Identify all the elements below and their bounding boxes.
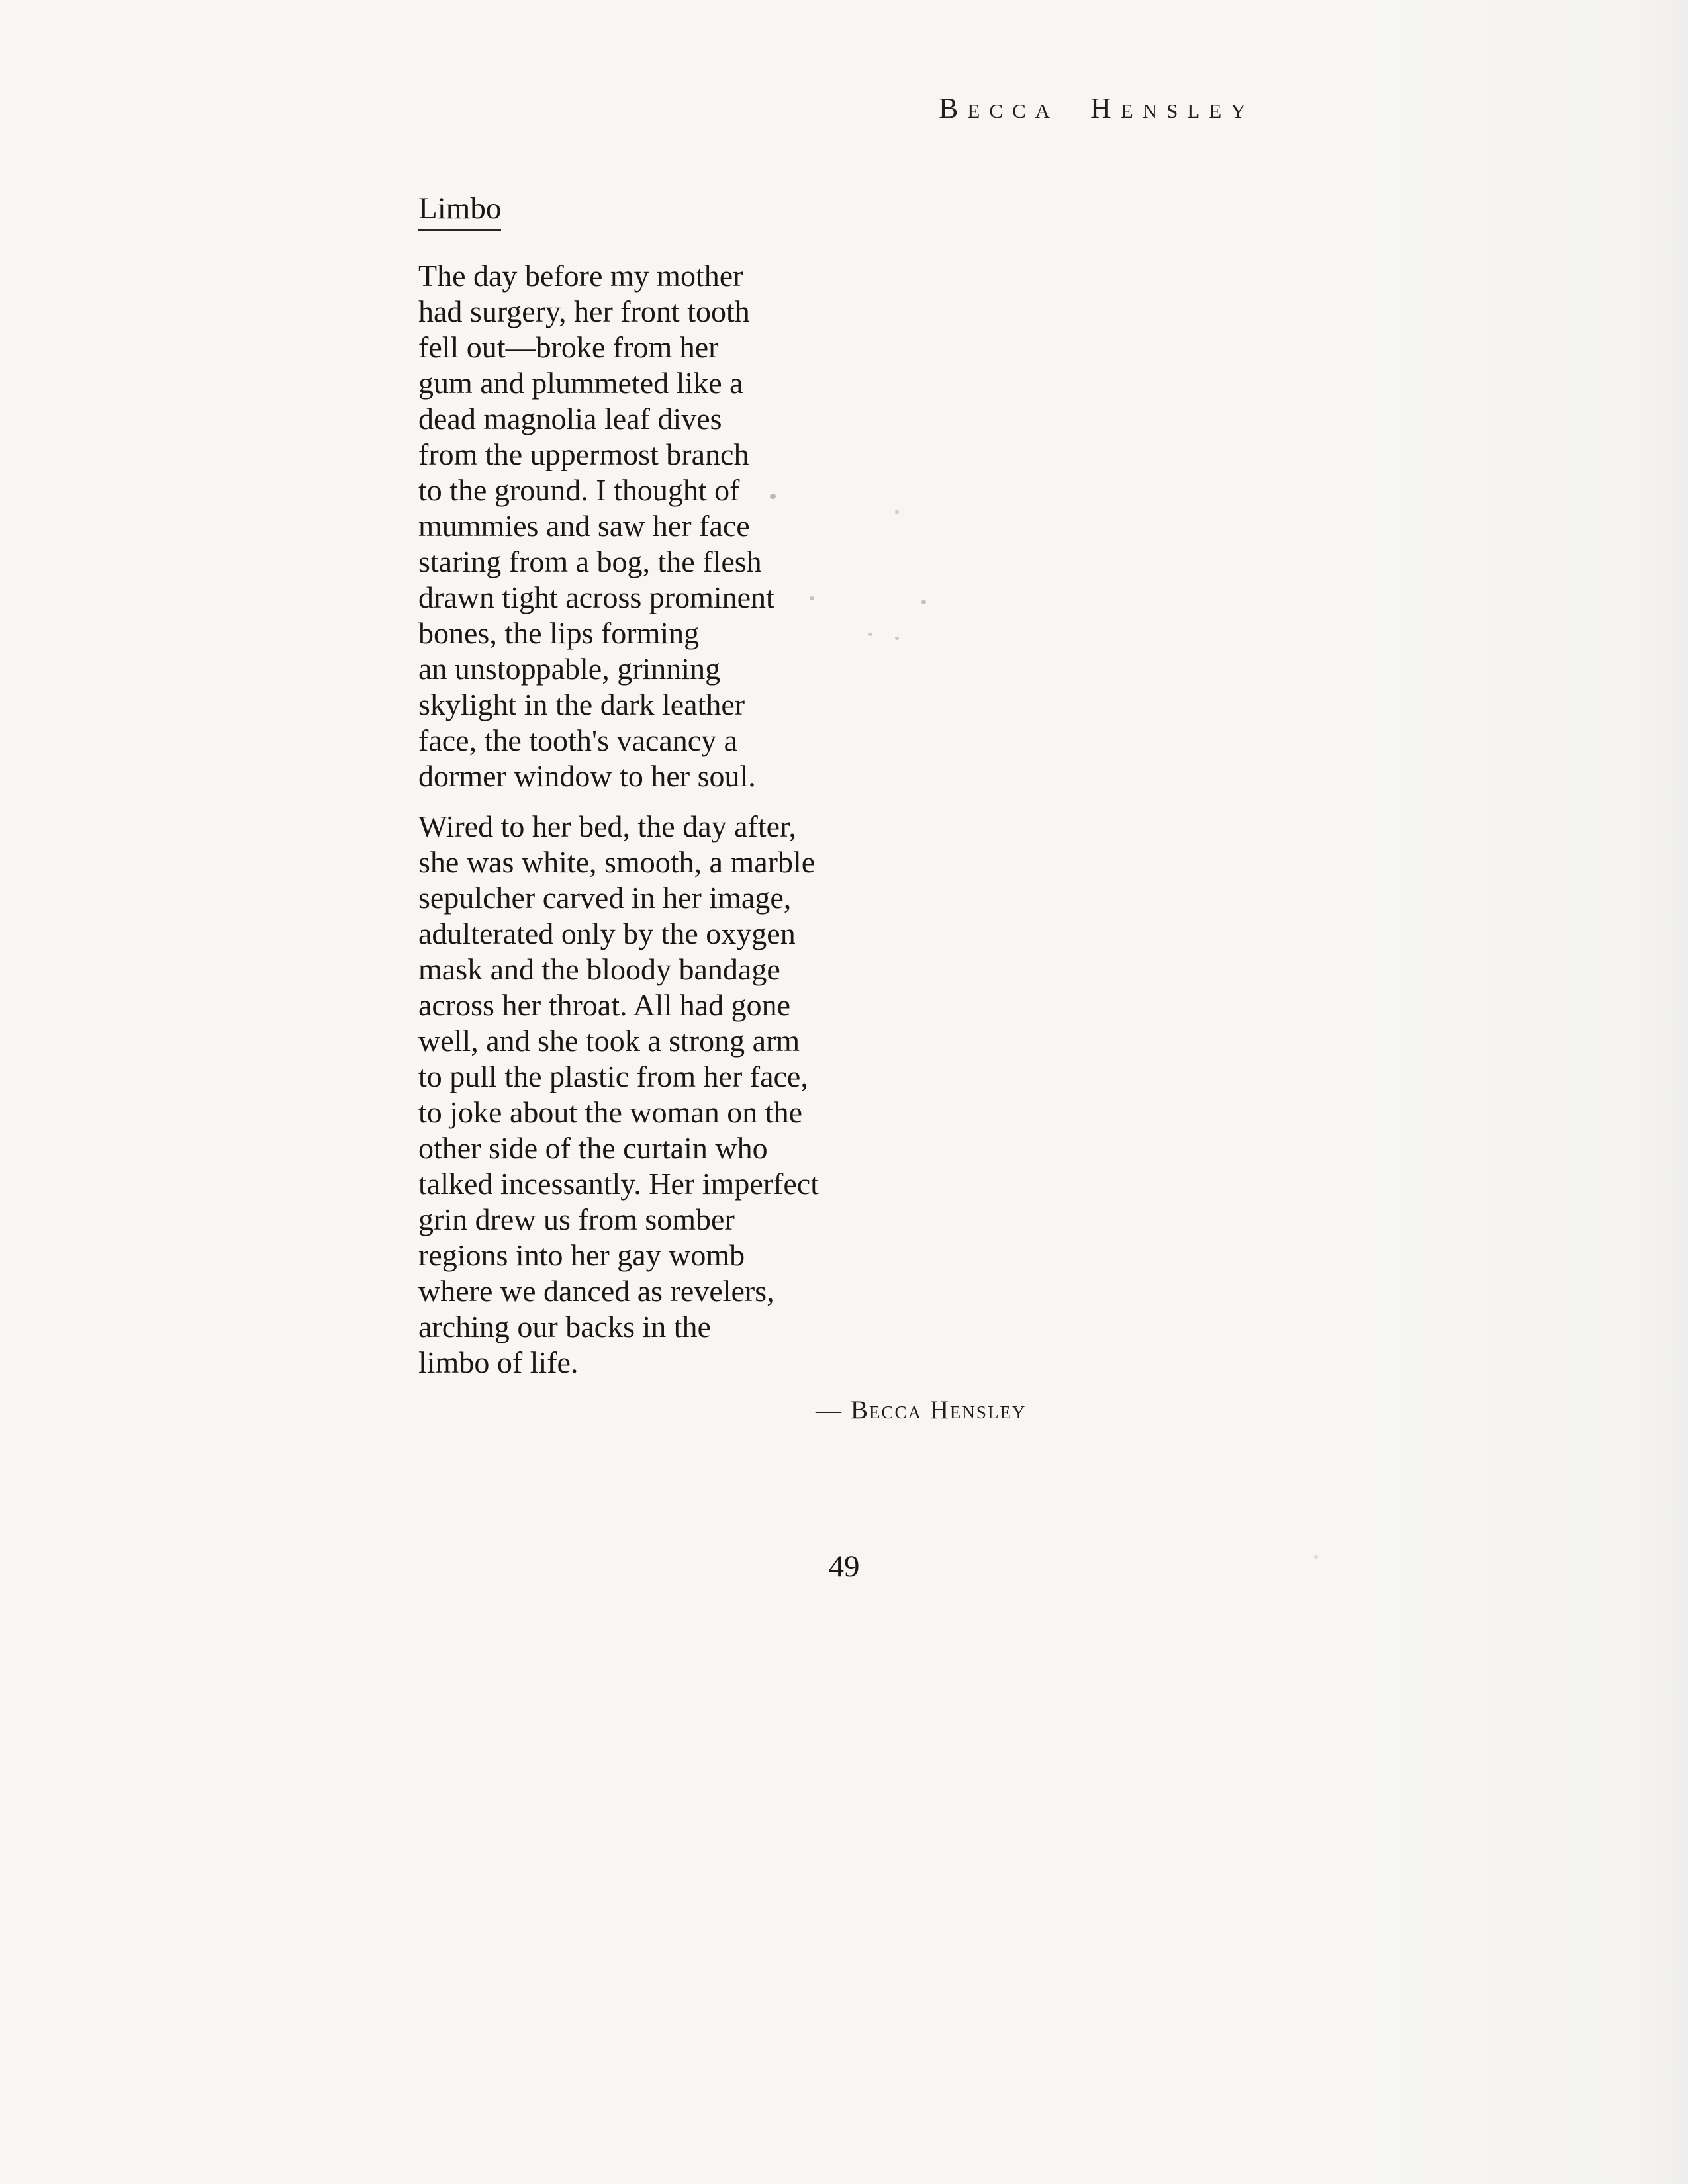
attribution bbox=[816, 1395, 1147, 1426]
attribution-name: Becca Hensley bbox=[851, 1396, 1027, 1424]
poem-line: talked incessantly. Her imperfect bbox=[418, 1167, 819, 1201]
stanza-2 bbox=[418, 809, 1147, 1381]
poem-line: well, and she took a strong arm bbox=[418, 1024, 800, 1058]
poem-line: Wired to her bed, the day after, bbox=[418, 809, 797, 843]
poem-line: to the ground. I thought of bbox=[418, 473, 740, 507]
attribution-dash: — bbox=[816, 1396, 841, 1424]
poem-line: across her throat. All had gone bbox=[418, 988, 791, 1022]
poem-line: fell out—broke from her bbox=[418, 330, 719, 364]
poem-line: to pull the plastic from her face, bbox=[418, 1060, 808, 1093]
scan-speck bbox=[868, 633, 872, 636]
scan-speck bbox=[921, 600, 926, 604]
scan-speck bbox=[770, 494, 776, 499]
running-header-author: Becca Hensley bbox=[939, 92, 1255, 124]
scan-speck bbox=[895, 637, 899, 640]
poem-line: limbo of life. bbox=[418, 1345, 579, 1379]
poem-line: other side of the curtain who bbox=[418, 1131, 768, 1165]
poem-title: Limbo bbox=[418, 191, 501, 231]
poem-line: an unstoppable, grinning bbox=[418, 652, 721, 686]
scan-speck bbox=[810, 596, 814, 600]
poem-line: grin drew us from somber bbox=[418, 1203, 735, 1236]
scan-speck bbox=[1314, 1555, 1318, 1559]
poem-line: arching our backs in the bbox=[418, 1310, 711, 1343]
poem-line: staring from a bog, the flesh bbox=[418, 545, 762, 578]
poem-line: adulterated only by the oxygen bbox=[418, 917, 796, 950]
poem-line: to joke about the woman on the bbox=[418, 1095, 802, 1129]
poem-line: drawn tight across prominent bbox=[418, 580, 774, 614]
poem-line: from the uppermost branch bbox=[418, 437, 749, 471]
poem-line: where we danced as revelers, bbox=[418, 1274, 774, 1308]
poem-line: had surgery, her front tooth bbox=[418, 295, 750, 328]
poem-line: mask and the bloody bandage bbox=[418, 952, 780, 986]
poem-line: sepulcher carved in her image, bbox=[418, 881, 792, 915]
poem-line: mummies and saw her face bbox=[418, 509, 750, 543]
poem-line: skylight in the dark leather bbox=[418, 688, 745, 721]
page-number: 49 bbox=[828, 1549, 860, 1584]
poem-line: gum and plummeted like a bbox=[418, 366, 743, 400]
scan-speck bbox=[895, 510, 899, 514]
poem-line: face, the tooth's vacancy a bbox=[418, 723, 738, 757]
poem-line: dead magnolia leaf dives bbox=[418, 402, 722, 435]
stanza-1 bbox=[418, 258, 1147, 794]
poem bbox=[418, 191, 1147, 1426]
poem-line: dormer window to her soul. bbox=[418, 759, 756, 793]
poem-line: bones, the lips forming bbox=[418, 616, 700, 650]
poem-line: The day before my mother bbox=[418, 259, 743, 293]
poem-line: regions into her gay womb bbox=[418, 1238, 745, 1272]
poem-line: she was white, smooth, a marble bbox=[418, 845, 816, 879]
